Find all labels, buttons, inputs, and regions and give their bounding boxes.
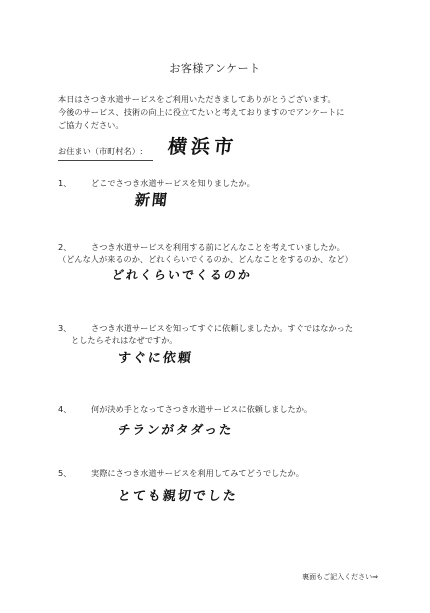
intro-line: 本日はさつき水道サービスをご利用いただきましてありがとうございます。 bbox=[58, 94, 336, 104]
answer-3: すぐに依頼 bbox=[117, 351, 194, 366]
footer-note: 裏面もご記入ください⇒ bbox=[302, 573, 378, 581]
question-subtext: （どんな人が来るのか、どれくらいでくるのか、どんなことをするのか、など） bbox=[58, 254, 353, 264]
answer-1: 新聞 bbox=[134, 191, 170, 209]
question-text: 何が決め手となってさつき水道サービスに依頼しましたか。 bbox=[91, 404, 313, 414]
intro-line: ご協力ください。 bbox=[58, 120, 124, 130]
address-underline bbox=[58, 160, 153, 161]
page-title: お客様アンケート bbox=[169, 62, 261, 75]
question-text: どこでさつき水道サービスを知りましたか。 bbox=[91, 178, 255, 188]
address-field bbox=[58, 138, 358, 160]
question-text: さつき水道サービスを知ってすぐに依頼しましたか。すぐではなかった bbox=[91, 323, 354, 333]
intro-text bbox=[58, 93, 388, 132]
answer-5: とても親切でした bbox=[117, 489, 239, 504]
question-number: 5、 bbox=[58, 468, 72, 478]
question-text: さつき水道サービスを利用する前にどんなことを考えていましたか。 bbox=[91, 242, 345, 252]
question-number: 1、 bbox=[58, 178, 72, 188]
intro-line: 今後のサービス、技術の向上に役立てたいと考えておりますのでアンケートに bbox=[58, 107, 345, 117]
address-answer: 横浜市 bbox=[166, 136, 239, 158]
question-text: 実際にさつき水道サービスを利用してみてどうでしたか。 bbox=[91, 468, 304, 478]
question-number: 4、 bbox=[58, 404, 72, 414]
question-subtext: としたらそれはなぜですか。 bbox=[71, 335, 178, 345]
question-number: 3、 bbox=[58, 323, 72, 333]
answer-4: チランがタダった bbox=[117, 422, 235, 437]
address-label: お住まい（市町村名）: bbox=[58, 146, 143, 156]
answer-2: どれくらいでくるのか bbox=[111, 268, 253, 282]
question-number: 2、 bbox=[58, 242, 72, 252]
